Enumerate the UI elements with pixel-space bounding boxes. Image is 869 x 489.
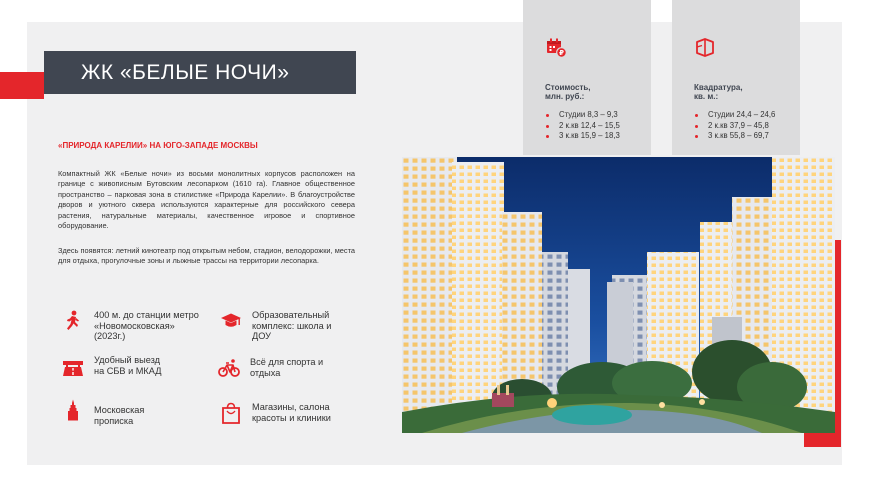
section-subtitle: «ПРИРОДА КАРЕЛИИ» НА ЮГО-ЗАПАДЕ МОСКВЫ — [58, 141, 258, 150]
area-card — [672, 0, 800, 155]
price-card — [523, 0, 651, 155]
list-item: 2 к.кв 12,4 – 15,5 — [545, 121, 620, 132]
feature-sport — [218, 357, 323, 379]
kremlin-tower-icon — [62, 399, 84, 421]
feature-text: Удобный выезд на СБВ и МКАД — [94, 355, 162, 376]
feature-text: Московская прописка — [94, 405, 145, 426]
list-item: 3 к.кв 55,8 – 69,7 — [694, 131, 775, 142]
feature-text: Магазины, салона красоты и клиники — [252, 402, 331, 423]
floor-plan-icon — [694, 36, 716, 58]
calendar-ruble-icon — [545, 36, 567, 58]
description-paragraph-2: Здесь появятся: летний кинотеатр под открытым небом, стадион, велодорожки, места для отдыха, прогулочные зоны и лыжные трассы на территории лесопарка. — [58, 246, 355, 266]
price-list — [545, 110, 620, 142]
feature-metro — [62, 310, 199, 342]
complex-photo — [402, 157, 835, 433]
description-paragraph-1: Компактный ЖК «Белые ночи» из восьми монолитных корпусов расположен на границе с живописным Бутовским лесопарком (1610 га). Главное общественное пространство – парковая зона в стилистике «Природа Карелии». В благоустройстве дворов и уютного сквера используются характерные для российского севера растения, натуральные материалы, качественное игровое и спортивное оборудование. — [58, 169, 355, 231]
page-title: ЖК «БЕЛЫЕ НОЧИ» — [44, 51, 356, 94]
svg-text:₽: ₽ — [559, 49, 564, 57]
price-card-title: Стоимость, млн. руб.: — [545, 83, 591, 101]
list-item: Студии 24,4 – 24,6 — [694, 110, 775, 121]
feature-text: Всё для спорта и отдыха — [250, 357, 324, 378]
area-card-title: Квадратура, кв. м.: — [694, 83, 743, 101]
feature-text: Образовательный комплекс: школа и ДОУ — [252, 310, 332, 341]
shopping-bag-icon — [220, 402, 242, 424]
bicycle-icon — [218, 357, 240, 379]
accent-bar-left — [0, 72, 44, 99]
walking-person-icon — [62, 310, 84, 332]
feature-text: 400 м. до станции метро «Новомосковская» (2023г.) — [94, 310, 199, 341]
feature-road — [62, 355, 161, 377]
feature-school — [220, 310, 331, 342]
feature-shops — [220, 402, 331, 424]
list-item: Студии 8,3 – 9,3 — [545, 110, 620, 121]
area-list — [694, 110, 775, 142]
road-icon — [62, 355, 84, 377]
graduation-cap-icon — [220, 310, 242, 332]
list-item: 3 к.кв 15,9 – 18,3 — [545, 131, 620, 142]
feature-registration — [62, 399, 144, 426]
list-item: 2 к.кв 37,9 – 45,8 — [694, 121, 775, 132]
